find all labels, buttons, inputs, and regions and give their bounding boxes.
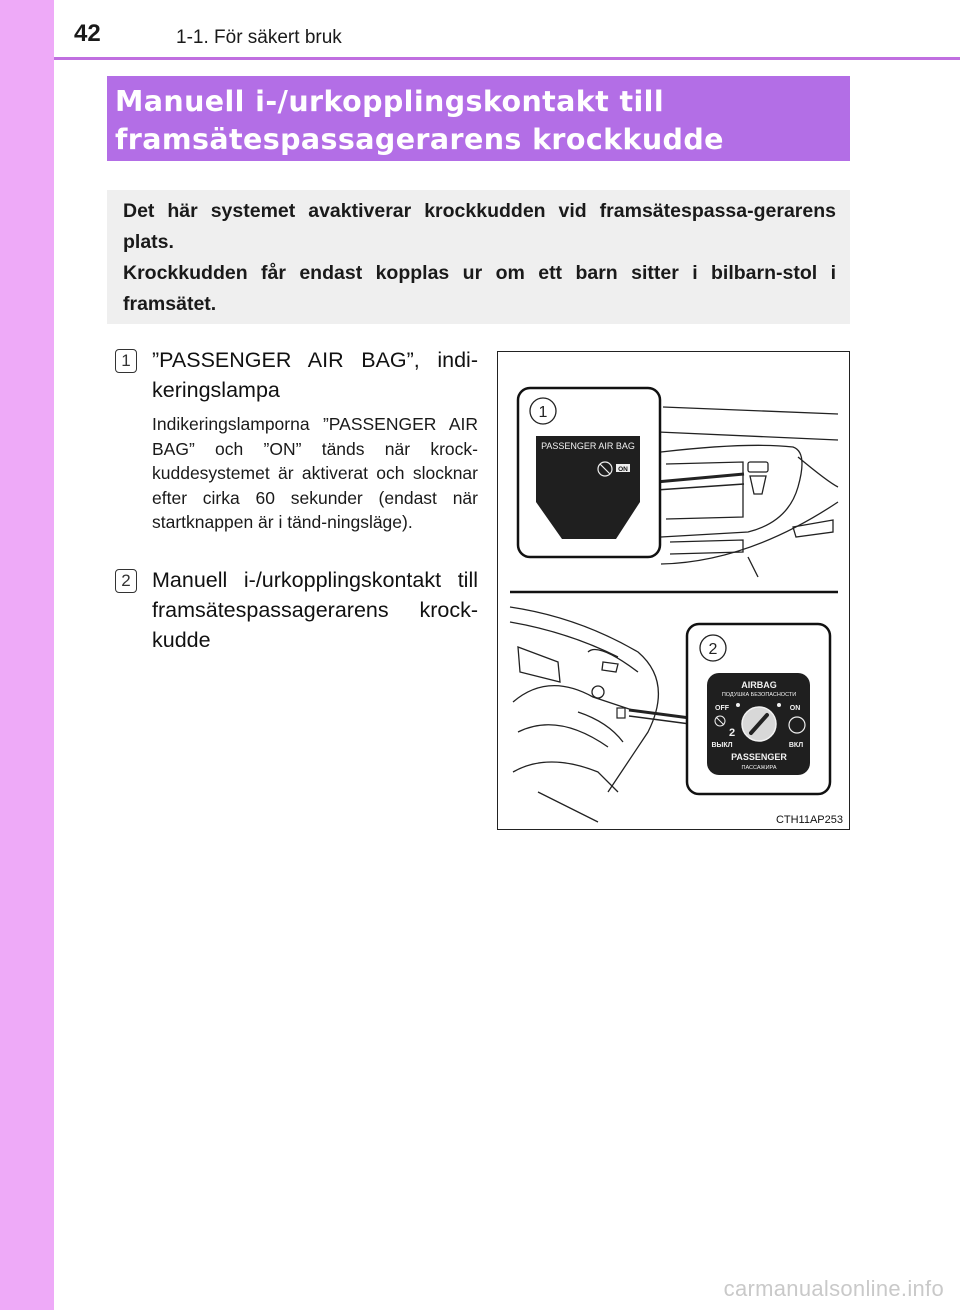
intro-paragraph-1: Det här systemet avaktiverar krockkudden vid framsätespassa-gerarens plats. (123, 200, 836, 253)
indicator-panel (536, 436, 640, 539)
page-title-line-2: framsätespassagerarens krockkudde (115, 123, 724, 156)
switch-location (617, 708, 625, 718)
switch-on-ru-label: ВКЛ (788, 742, 804, 749)
dashboard-illustration (497, 351, 850, 830)
page-number: 42 (74, 20, 101, 47)
on-lamp-label: ON (618, 466, 628, 473)
item-number-badge: 2 (115, 569, 137, 593)
figure-code: CTH11AP253 (775, 814, 843, 826)
glovebox-lines (510, 607, 658, 822)
switch-airbag-label: AIRBAG (741, 680, 777, 690)
switch-airbag-ru-label: ПОДУШКА БЕЗОПАСНОСТИ (721, 692, 797, 698)
switch-position-number: 2 (728, 727, 736, 739)
intro-paragraph-2: Krockkudden får endast kopplas ur om ett barn sitter i bilbarn-stol i framsätet. (123, 262, 836, 315)
watermark: carmanualsonline.info (723, 1276, 944, 1301)
header-rule (54, 57, 960, 60)
switch-passenger-label: PASSENGER (731, 752, 787, 762)
intro-box (107, 190, 850, 324)
callout-number-2: 2 (708, 641, 718, 658)
item-title: Manuell i-/urkopplingskontakt till framsätespassagerarens krock-kudde (152, 568, 478, 652)
callout-number-1: 1 (538, 404, 548, 421)
section-heading: 1-1. För säkert bruk (176, 27, 342, 48)
page-title-line-1: Manuell i-/urkopplingskontakt till (115, 85, 665, 118)
page-title (107, 76, 850, 161)
switch-off-label: OFF (715, 705, 729, 712)
side-color-bar (0, 0, 54, 1310)
item-number-badge: 1 (115, 349, 137, 373)
illustration-drawing (498, 352, 850, 830)
switch-passenger-ru-label: ПАССАЖИРА (741, 765, 777, 771)
lamp-label: PASSENGER AIR BAG (541, 441, 635, 451)
switch-off-ru-label: ВЫКЛ (711, 742, 733, 749)
switch-on-label: ON (789, 705, 801, 712)
leader-line-1 (656, 474, 744, 482)
leader-line-1b (656, 484, 744, 490)
dashboard-lines (658, 407, 838, 577)
item-description: Indikeringslamporna ”PASSENGER AIR BAG” och ”ON” tänds när krock-kuddesystemet är aktiverat och slocknar efter cirka 60 sekunder (endast när startknappen är i tänd-ningsläge). (152, 414, 478, 532)
item-title: ”PASSENGER AIR BAG”, indi-keringslampa (152, 348, 478, 402)
